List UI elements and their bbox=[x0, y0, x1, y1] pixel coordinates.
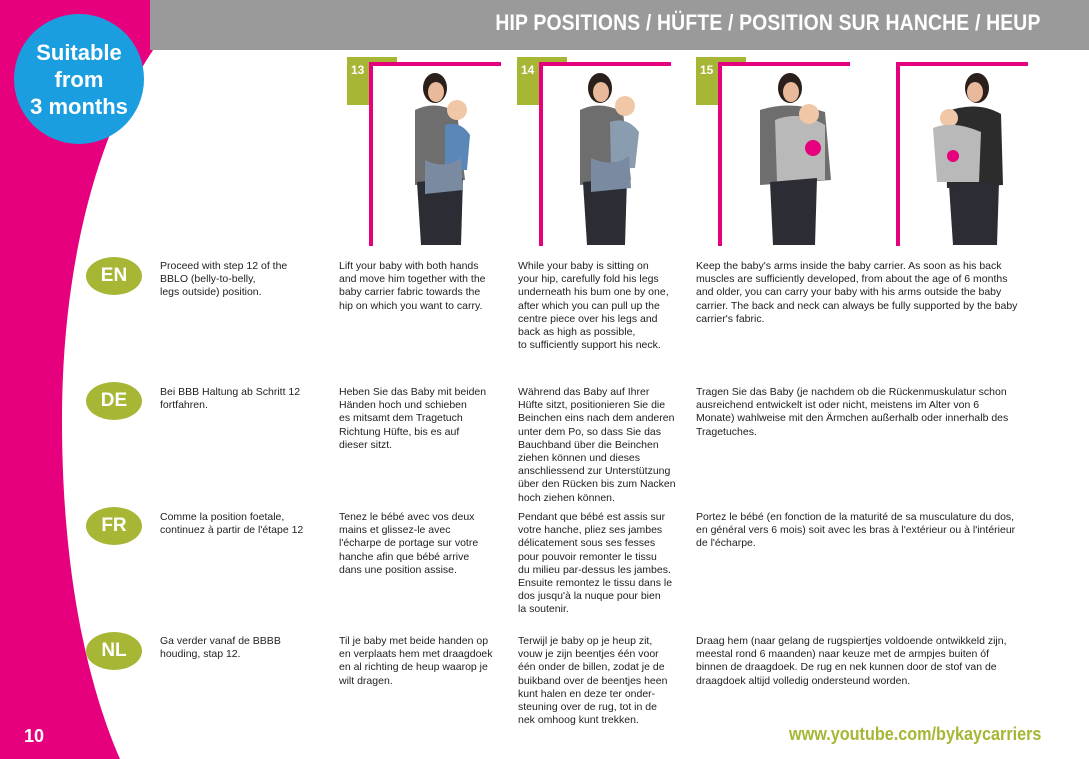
de-step-15-text: Tragen Sie das Baby (je nachdem ob die Rückenmuskulatur schon ausreichend entwickelt ist oder nicht, meistens im Alter von 6 Monate) wahlweise mit den Ärmchen außerhalb oder innerhalb des Tragetuches. bbox=[696, 386, 1009, 438]
carrier-photo-step-13 bbox=[395, 70, 495, 245]
lang-badge-fr: FR bbox=[86, 507, 142, 545]
de-step-12-text: Bei BBB Haltung ab Schritt 12 fortfahren. bbox=[160, 386, 301, 412]
carrier-photo-step-15 bbox=[745, 70, 855, 245]
lang-badge-de: DE bbox=[86, 382, 142, 420]
badge-line-1: Suitable bbox=[36, 39, 122, 65]
fr-step-14-text: Pendant que bébé est assis sur votre hanche, pliez ses jambes délicatement sous ses fesses pour pouvoir remonter le tissu du milieu par-dessus les jambes. Ensuite remontez le tissu dans le dos jusqu'à la nuque pour bien la soutenir. bbox=[518, 511, 673, 616]
en-step-12-text: Proceed with step 12 of the BBLO (belly-to-belly, legs outside) position. bbox=[160, 260, 288, 299]
de-step-14-text: Während das Baby auf Ihrer Hüfte sitzt, positionieren Sie die Beinchen eins nach dem anderen unter dem Po, so dass Sie das Bauchband über die Beinchen ziehen können und dieses anschliessend zur Unterstützung über den Rücken bis zum Nacken hoch ziehen können. bbox=[518, 386, 676, 504]
nl-step-13-text: Til je baby met beide handen op en verplaats hem met draagdoek en al richting de heup waarop je wilt dragen. bbox=[339, 635, 493, 687]
en-step-13-text: Lift your baby with both hands and move him together with the baby carrier fabric towards the hip on which you want to carry. bbox=[339, 260, 486, 312]
badge-line-2: from bbox=[54, 66, 104, 92]
step-number: 13 bbox=[347, 57, 397, 105]
nl-step-15-text: Draag hem (naar gelang de rugspiertjes voldoende ontwikkeld zijn, meestal rond 6 maanden) naar keuze met de armpjes buiten óf binnen de draagdoek. De rug en nek kunnen door de stof van de draagdoek altijd volledig ondersteund worden. bbox=[696, 635, 1007, 687]
fr-step-15-text: Portez le bébé (en fonction de la maturité de sa musculature du dos, en général vers 6 mois) soit avec les bras à l'extérieur ou à l'intérieur de l'écharpe. bbox=[696, 511, 1016, 550]
step-number: 14 bbox=[517, 57, 567, 105]
youtube-link[interactable]: www.youtube.com/bykaycarriers bbox=[788, 724, 1041, 744]
nl-step-12-text: Ga verder vanaf de BBBB houding, stap 12. bbox=[160, 635, 281, 661]
nl-step-14-text: Terwijl je baby op je heup zit, vouw je zijn beentjes één voor één onder de billen, zodat je de buikband over de beentjes heen kunt halen en deze ter onder- steuning over de rug, tot in de nek omhoog kunt trekken. bbox=[518, 635, 668, 727]
carrier-photo-step-14 bbox=[565, 70, 665, 245]
en-step-15-text: Keep the baby's arms inside the baby carrier. As soon as his back muscles are sufficiently developed, from about the age of 6 months and older, you can carry your baby with his arms outside the baby carrier. The back and neck can always be fully supported by the baby carrier's fabric. bbox=[696, 260, 1018, 325]
de-step-13-text: Heben Sie das Baby mit beiden Händen hoch und schieben es mitsamt dem Tragetuch Richtung Hüfte, bis es auf dieser sitzt. bbox=[339, 386, 487, 451]
step-number: 15 bbox=[696, 57, 746, 105]
fr-step-12-text: Comme la position foetale, continuez à partir de l'étape 12 bbox=[160, 511, 304, 537]
age-badge bbox=[14, 14, 144, 144]
lang-badge-nl: NL bbox=[86, 632, 142, 670]
page-number: 10 bbox=[24, 726, 45, 746]
carrier-photo-final bbox=[915, 70, 1015, 245]
page-title: HIP POSITIONS / HÜFTE / POSITION SUR HANCHE / HEUP bbox=[495, 10, 1041, 35]
en-step-14-text: While your baby is sitting on your hip, carefully fold his legs underneath his bum one by one, after which you can pull up the centre piece over his legs and back as high as possible, to sufficiently support his neck. bbox=[518, 260, 669, 352]
badge-line-3: 3 months bbox=[30, 93, 128, 119]
lang-badge-en: EN bbox=[86, 257, 142, 295]
fr-step-13-text: Tenez le bébé avec vos deux mains et glissez-le avec l'écharpe de portage sur votre hanche afin que bébé arrive dans une position assise. bbox=[339, 511, 479, 576]
